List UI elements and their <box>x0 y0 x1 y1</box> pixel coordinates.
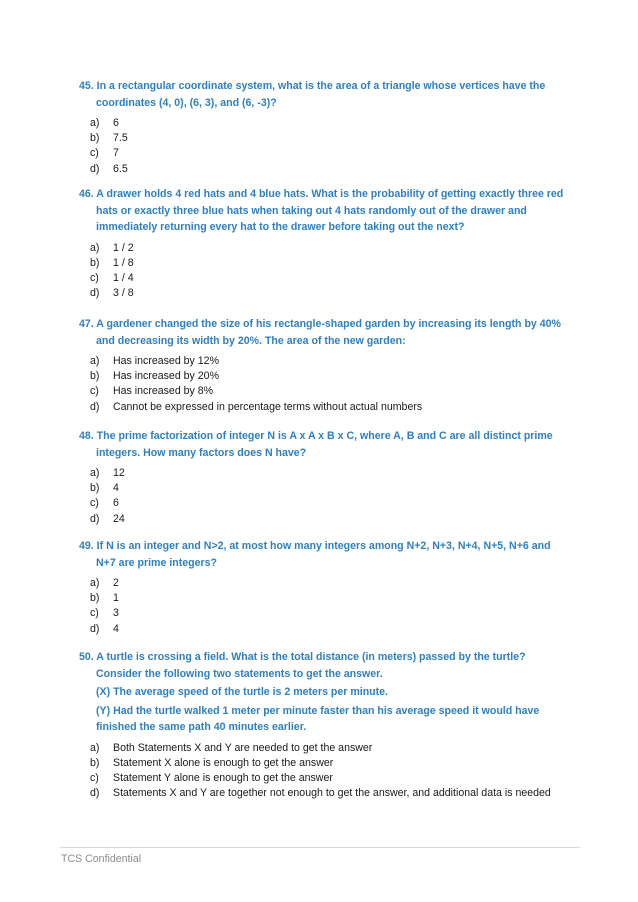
option-text: 7 <box>113 147 119 160</box>
answer-option <box>79 741 569 756</box>
option-text: Both Statements X and Y are needed to get the answer <box>113 741 373 754</box>
answer-option <box>79 146 569 161</box>
option-letter: d) <box>90 622 100 635</box>
option-letter: b) <box>90 256 100 269</box>
answer-option <box>79 466 569 481</box>
option-text: 1 <box>113 592 119 605</box>
option-text: Statement Y alone is enough to get the answer <box>113 771 333 784</box>
option-letter: a) <box>90 741 100 754</box>
option-text: Statement X alone is enough to get the answer <box>113 756 334 769</box>
answer-option <box>79 286 569 301</box>
option-text: 3 <box>113 607 119 620</box>
option-letter: a) <box>90 117 100 129</box>
answer-option <box>79 354 569 369</box>
option-letter: a) <box>90 577 100 589</box>
option-letter: c) <box>90 385 99 398</box>
footer-divider <box>60 847 580 848</box>
option-text: Statements X and Y are together not enough to get the answer, and additional data is needed <box>113 787 551 800</box>
option-text: Has increased by 8% <box>113 385 214 398</box>
answer-options <box>79 241 569 302</box>
answer-option <box>79 591 569 606</box>
option-letter: c) <box>90 607 99 620</box>
answer-option <box>79 162 569 177</box>
option-text: 2 <box>113 577 119 589</box>
answer-option <box>79 241 569 256</box>
option-letter: b) <box>90 756 100 769</box>
option-letter: b) <box>90 592 100 605</box>
question-50 <box>79 649 569 801</box>
question-45 <box>79 78 569 177</box>
option-letter: b) <box>90 370 100 383</box>
option-letter: a) <box>90 467 100 479</box>
answer-option <box>79 481 569 496</box>
answer-option <box>79 400 569 415</box>
answer-options <box>79 354 569 415</box>
answer-option <box>79 606 569 621</box>
answer-option <box>79 116 569 131</box>
option-letter: a) <box>90 355 100 367</box>
option-text: Has increased by 12% <box>113 355 219 367</box>
option-letter: c) <box>90 497 99 510</box>
answer-option <box>79 512 569 527</box>
option-letter: d) <box>90 400 100 413</box>
option-text: Cannot be expressed in percentage terms without actual numbers <box>113 400 423 413</box>
option-letter: c) <box>90 771 99 784</box>
answer-option <box>79 622 569 637</box>
answer-option <box>79 256 569 271</box>
question-text: 46. A drawer holds 4 red hats and 4 blue hats. What is the probability of getting exactly three red hats or exactly three blue hats when taking out 4 hats randomly out of the drawer and immediately returning every hat to the drawer before taking out the next? <box>79 188 564 233</box>
question-46 <box>79 186 569 301</box>
question-text: 48. The prime factorization of integer N is A x A x B x C, where A, B and C are all distinct prime integers. How many factors does N have? <box>79 430 553 459</box>
option-text: 3 / 8 <box>113 287 134 300</box>
question-49 <box>79 538 569 637</box>
option-text: 6 <box>113 117 119 129</box>
option-text: 4 <box>113 482 119 495</box>
option-letter: d) <box>90 287 100 300</box>
answer-option <box>79 271 569 286</box>
option-letter: b) <box>90 132 100 145</box>
option-letter: c) <box>90 271 99 284</box>
answer-option <box>79 369 569 384</box>
option-text: 1 / 2 <box>113 241 134 254</box>
option-text: 6.5 <box>113 162 128 175</box>
question-47 <box>79 316 569 415</box>
option-text: Has increased by 20% <box>113 370 219 383</box>
answer-option <box>79 384 569 399</box>
question-text: 45. In a rectangular coordinate system, what is the area of a triangle whose vertices have the coordinates (4, 0), (6, 3), and (6, -3)? <box>79 80 546 109</box>
answer-option <box>79 786 569 801</box>
option-letter: d) <box>90 162 100 175</box>
option-letter: d) <box>90 512 100 525</box>
answer-option <box>79 576 569 591</box>
footer-confidential: TCS Confidential <box>61 853 142 865</box>
option-letter: b) <box>90 482 100 495</box>
option-letter: c) <box>90 147 99 160</box>
option-text: 24 <box>113 512 125 525</box>
option-text: 1 / 8 <box>113 256 134 269</box>
answer-option <box>79 756 569 771</box>
answer-options <box>79 741 569 802</box>
option-text: 1 / 4 <box>113 271 134 284</box>
option-text: 7.5 <box>113 132 128 145</box>
option-letter: a) <box>90 241 100 254</box>
question-text: 50. A turtle is crossing a field. What is the total distance (in meters) passed by the turtle? Consider the following two statements to get the answer. <box>79 651 526 680</box>
statement-y: (Y) Had the turtle walked 1 meter per minute faster than his average speed it would have finished the same path 40 minutes earlier. <box>96 704 540 733</box>
answer-options <box>79 576 569 637</box>
option-text: 12 <box>113 467 125 479</box>
option-text: 4 <box>113 622 119 635</box>
answer-option <box>79 771 569 786</box>
question-text: 47. A gardener changed the size of his rectangle-shaped garden by increasing its length by 40% and decreasing its width by 20%. The area of the new garden: <box>79 318 561 347</box>
answer-options <box>79 116 569 177</box>
statement-x: (X) The average speed of the turtle is 2 meters per minute. <box>96 686 389 698</box>
answer-option <box>79 131 569 146</box>
answer-options <box>79 466 569 527</box>
answer-option <box>79 496 569 511</box>
question-48 <box>79 428 569 527</box>
question-text: 49. If N is an integer and N>2, at most how many integers among N+2, N+3, N+4, N+5, N+6 and N+7 are prime integers? <box>79 540 551 569</box>
option-letter: d) <box>90 787 100 800</box>
option-text: 6 <box>113 497 119 510</box>
